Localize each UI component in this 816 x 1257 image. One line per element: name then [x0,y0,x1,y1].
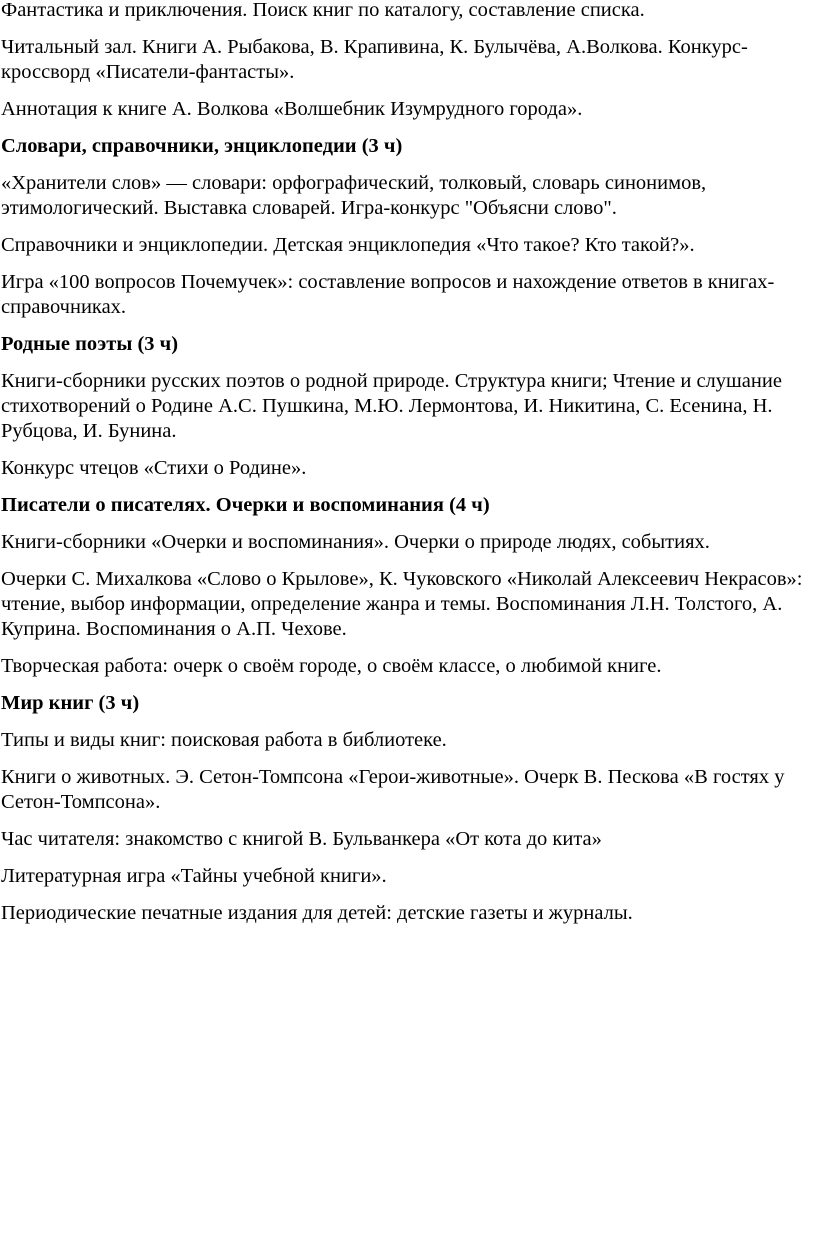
paragraph-reading-room: Читальный зал. Книги А. Рыбакова, В. Крапивина, К. Булычёва, А.Волкова. Конкурс-кроссворд «Писатели-фантасты». [1,36,748,83]
paragraph-encyclopedias: Справочники и энциклопедии. Детская энциклопедия «Что такое? Кто такой?». [1,234,695,256]
paragraph-essay-collections: Книги-сборники «Очерки и воспоминания». Очерки о природе людях, событиях. [1,531,710,553]
section-heading-world-of-books: Мир книг (3 ч) [1,692,140,714]
section-heading-writers-about-writers: Писатели о писателях. Очерки и воспоминания (4 ч) [1,494,490,516]
paragraph-100-questions-game: Игра «100 вопросов Почемучек»: составление вопросов и нахождение ответов в книгах-справочниках. [1,271,775,318]
paragraph-recital-contest: Конкурс чтецов «Стихи о Родине». [1,457,307,479]
paragraph-animal-books: Книги о животных. Э. Сетон-Томпсона «Герои-животные». Очерк В. Пескова «В гостях у Сетон-Томпсона». [1,766,785,813]
paragraph-creative-work: Творческая работа: очерк о своём городе, о своём классе, о любимой книге. [1,655,662,677]
paragraph-reader-hour: Час читателя: знакомство с книгой В. Бульванкера «От кота до кита» [1,828,602,850]
paragraph-poetry-collections: Книги-сборники русских поэтов о родной природе. Структура книги; Чтение и слушание стихотворений о Родине А.С. Пушкина, М.Ю. Лермонтова, И. Никитина, С. Есенина, Н. Рубцова, И. Бунина. [1,370,782,442]
paragraph-periodicals: Периодические печатные издания для детей: детские газеты и журналы. [1,902,633,924]
paragraph-essays-mikhalkov-chukovsky: Очерки С. Михалкова «Слово о Крылове», К. Чуковского «Николай Алексеевич Некрасов»: чтение, выбор информации, определение жанра и темы. Воспоминания Л.Н. Толстого, А. Куприна. Воспоминания о А.П. Чехове. [1,568,803,640]
paragraph-word-keepers: «Хранители слов» — словари: орфографический, толковый, словарь синонимов, этимологический. Выставка словарей. Игра-конкурс "Объясни слово". [1,172,707,219]
paragraph-book-types: Типы и виды книг: поисковая работа в библиотеке. [1,729,447,751]
paragraph-intro-fantasy: Фантастика и приключения. Поиск книг по каталогу, составление списка. [1,0,645,21]
paragraph-annotation: Аннотация к книге А. Волкова «Волшебник Изумрудного города». [1,98,583,120]
section-heading-dictionaries: Словари, справочники, энциклопедии (3 ч) [1,135,403,157]
section-heading-native-poets: Родные поэты (3 ч) [1,333,179,355]
paragraph-literary-game: Литературная игра «Тайны учебной книги». [1,865,387,887]
